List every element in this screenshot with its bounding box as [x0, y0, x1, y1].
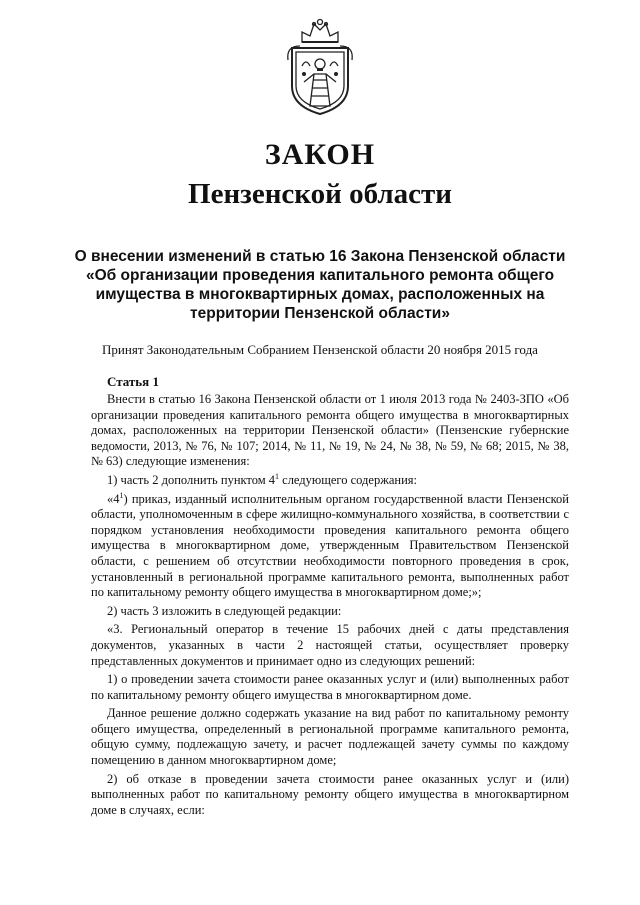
quoted-clause-3: «3. Региональный оператор в течение 15 рабочих дней с даты представления документов, указанных в части 2 настоящей статьи, осуществляет проверку представленных документов и принимает одно из следующих решений: — [91, 622, 569, 668]
superscript: 1 — [119, 490, 124, 500]
adoption-statement: Принят Законодательным Собранием Пензенской области 20 ноября 2015 года — [102, 342, 538, 357]
subject-line: «Об организации проведения капитального ремонта общего — [85, 267, 555, 284]
law-subject — [70, 247, 570, 323]
item-text: 1) часть 2 дополнить пунктом 4 — [107, 472, 276, 487]
article-heading: Статья 1 — [107, 374, 159, 389]
subject-line: О внесении изменений в статью 16 Закона Пензенской области — [74, 248, 566, 265]
clause-text: ) приказ, изданный исполнительным органом государственной власти Пензенской области, уполномоченным в сфере жилищно-коммунального хозяйства, в соответствии с порядком установления необходимости проведения капитального ремонта общего имущества в многоквартирном доме, утвержденным Правительством Пензенской области, с решением об отсутствии необходимости повторного проведения в срок, установленный в региональной программе капитального ремонта, выполненных работ по капитальному ремонту общего имущества в многоквартирном доме;»; — [91, 491, 569, 600]
article-body — [91, 392, 569, 821]
coat-of-arms-emblem — [280, 16, 360, 118]
clause-text: «4 — [107, 491, 120, 506]
sub-item-1: 1) о проведении зачета стоимости ранее оказанных услуг и (или) выполненных работ по капитальному ремонту общего имущества в многоквартирном доме. — [91, 672, 569, 702]
item-text: следующего содержания: — [279, 472, 418, 487]
law-region-title: Пензенской области — [188, 178, 452, 210]
sub-item-1-note: Данное решение должно содержать указание на вид работ по капитальному ремонту общего имущества, определенный в региональной программе капитального ремонта, общую сумму, подлежащую зачету, и расчет подлежащей зачету суммы по каждому помещению в данном многоквартирном доме; — [91, 706, 569, 768]
superscript: 1 — [275, 471, 280, 481]
sub-item-2: 2) об отказе в проведении зачета стоимости ранее оказанных услуг и (или) выполненных работ по капитальному ремонту общего имущества в многоквартирном доме в случаях, если: — [91, 771, 569, 817]
amendment-item-2: 2) часть 3 изложить в следующей редакции: — [107, 603, 342, 618]
subject-line: территории Пензенской области» — [190, 305, 450, 322]
article-intro-paragraph: Внести в статью 16 Закона Пензенской области от 1 июля 2013 года № 2403-ЗПО «Об организации проведения капитального ремонта общего имущества в многоквартирных домах, расположенных на территории Пензенской области» (Пензенские губернские ведомости, 2013, № 76, № 107; 2014, № 11, № 19, № 24, № 38, № 59, № 68; 2015, № 38, № 63) следующие изменения: — [91, 392, 569, 469]
law-title: ЗАКОН — [264, 138, 376, 171]
subject-line: имущества в многоквартирных домах, расположенных на — [95, 286, 545, 303]
quoted-clause-4-1 — [91, 492, 569, 601]
amendment-item-1 — [91, 473, 569, 489]
